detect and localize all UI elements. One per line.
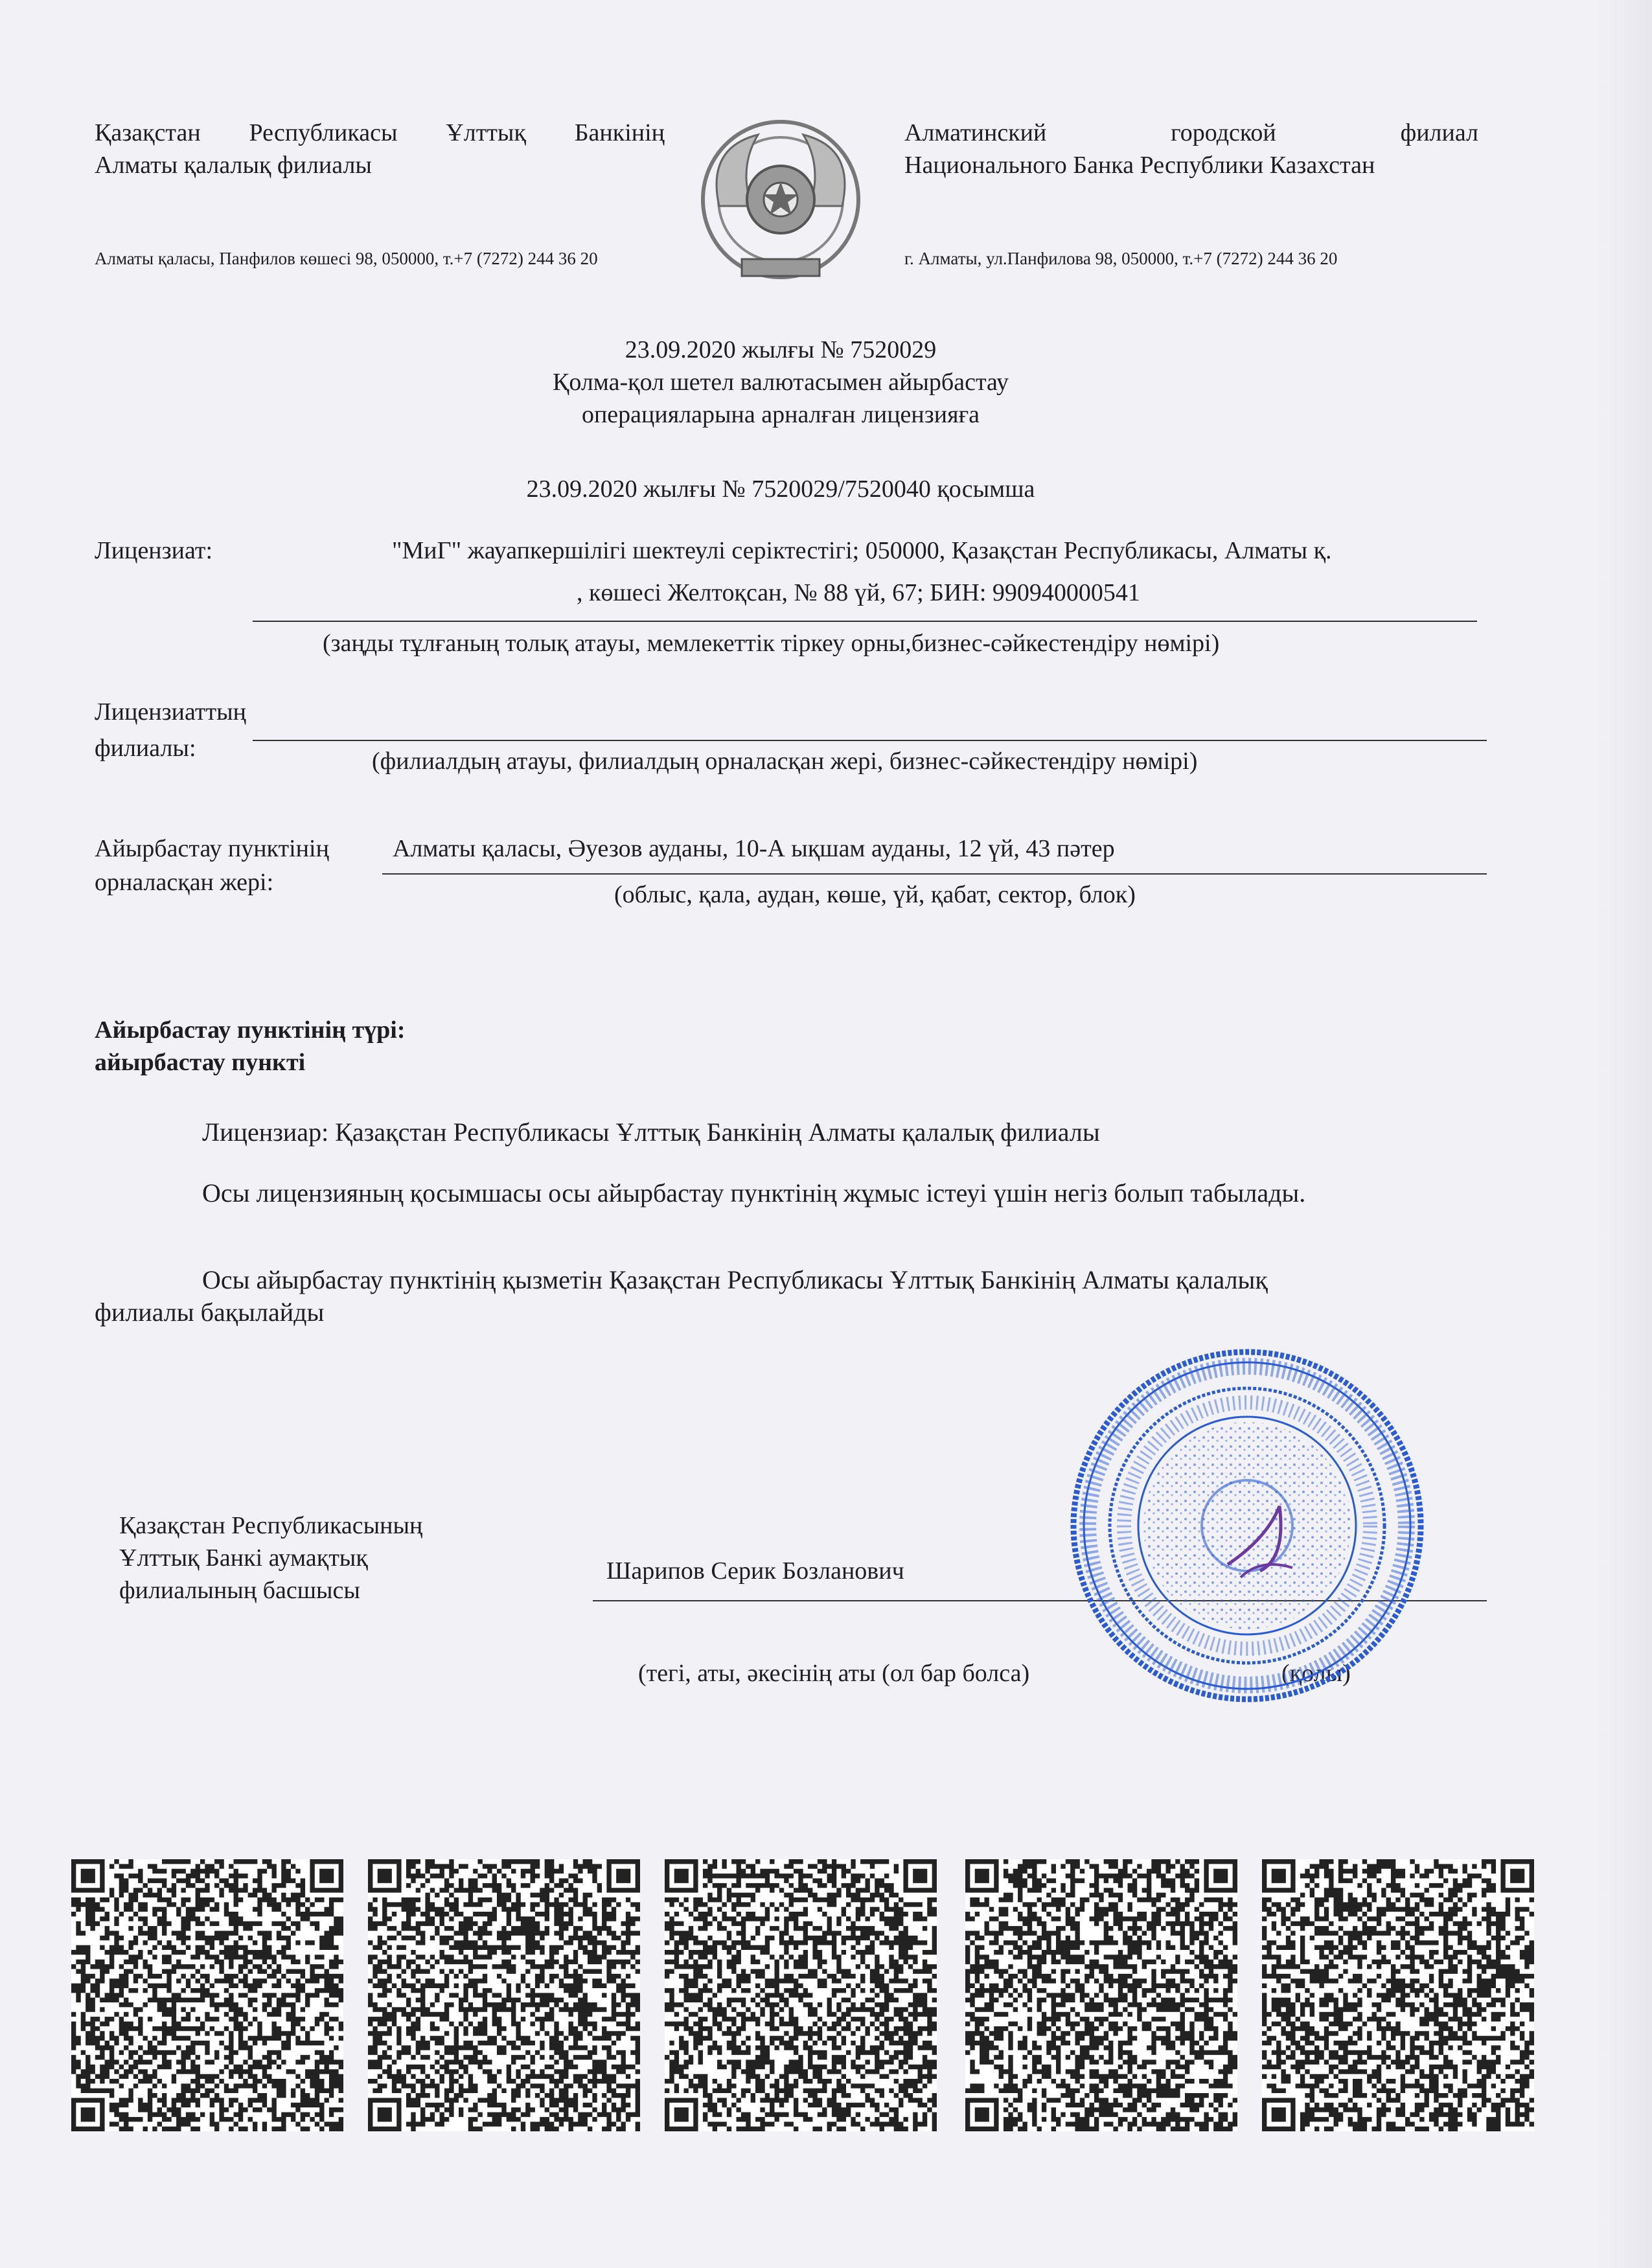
licensee-value-line1: "МиГ" жауапкершілігі шектеулі серіктестігі; 050000, Қазақстан Республикасы, Алматы қ. <box>392 537 1332 564</box>
qr-code-3 <box>665 1859 937 2131</box>
licensee-label: Лицензиат: <box>95 537 213 564</box>
location-label-line2: орналасқан жері: <box>95 869 274 896</box>
location-value: Алматы қаласы, Әуезов ауданы, 10-А ықшам ауданы, 12 үй, 43 пәтер <box>393 835 1115 862</box>
header-left-address: Алматы қаласы, Панфилов көшесі 98, 050000, т.+7 (7272) 244 36 20 <box>95 249 598 268</box>
branch-label-line2: филиалы: <box>95 735 196 762</box>
supervision-paragraph-line2: филиалы бақылайды <box>95 1298 325 1327</box>
header-left-line2: Алматы қалалық филиалы <box>95 152 372 179</box>
page-edge-shadow <box>1594 0 1652 2268</box>
branch-label-line1: Лицензиаттың <box>95 698 246 726</box>
location-label-line1: Айырбастау пунктінің <box>95 835 329 862</box>
title-license-type-line2: операцияларына арналған лицензияға <box>581 401 980 428</box>
header-right-line1: Алматинский городской филиал <box>904 119 1478 146</box>
branch-underline <box>253 740 1487 741</box>
signatory-title-line1: Қазақстан Республикасының <box>119 1512 423 1539</box>
location-caption: (облыс, қала, аудан, көше, үй, қабат, сектор, блок) <box>614 881 1136 908</box>
signature-caption: (қолы) <box>1281 1660 1351 1687</box>
title-license-number: 23.09.2020 жылғы № 7520029 <box>625 336 937 363</box>
signatory-title-line3: филиалының басшысы <box>119 1577 360 1604</box>
header-left-line1: Қазақстан Республикасы Ұлттық Банкінің <box>95 119 665 146</box>
basis-paragraph: Осы лицензияның қосымшасы осы айырбастау пунктінің жұмыс істеуі үшін негіз болып табылады. <box>202 1178 1306 1208</box>
title-license-type-line1: Қолма-қол шетел валютасымен айырбастау <box>553 369 1009 396</box>
signatory-name: Шарипов Серик Бозланович <box>606 1557 904 1585</box>
supervision-paragraph-line1: Осы айырбастау пунктінің қызметін Қазақстан Республикасы Ұлттық Банкінің Алматы қалалық <box>202 1265 1268 1294</box>
branch-caption: (филиалдың атауы, филиалдың орналасқан жері, бизнес-сәйкестендіру нөмірі) <box>372 748 1198 775</box>
state-emblem-icon <box>680 109 881 290</box>
qr-code-5 <box>1262 1859 1534 2131</box>
header-right-address: г. Алматы, ул.Панфилова 98, 050000, т.+7 (7272) 244 36 20 <box>904 249 1338 268</box>
qr-code-2 <box>368 1859 640 2131</box>
signatory-title-line2: Ұлттық Банкі аумақтық <box>119 1544 368 1572</box>
licensee-value-line2: , көшесі Желтоқсан, № 88 үй, 67; БИН: 990940000541 <box>577 579 1140 606</box>
licensor-line: Лицензиар: Қазақстан Республикасы Ұлттық Банкінің Алматы қалалық филиалы <box>202 1117 1100 1147</box>
licensee-underline <box>253 621 1477 622</box>
location-underline <box>382 873 1487 875</box>
header-right-line2: Национального Банка Республики Казахстан <box>904 152 1375 179</box>
signatory-name-caption: (тегі, аты, әкесінің аты (ол бар болса) <box>638 1660 1030 1687</box>
qr-code-4 <box>965 1859 1237 2131</box>
title-appendix-number: 23.09.2020 жылғы № 7520029/7520040 қосымша <box>526 475 1035 503</box>
official-seal-stamp <box>1066 1344 1428 1707</box>
licensee-caption: (заңды тұлғаның толық атауы, мемлекеттік тіркеу орны,бизнес-сәйкестендіру нөмірі) <box>323 630 1220 657</box>
point-type-value: айырбастау пункті <box>95 1049 306 1076</box>
qr-code-1 <box>71 1859 343 2131</box>
point-type-label: Айырбастау пунктінің түрі: <box>95 1016 406 1044</box>
